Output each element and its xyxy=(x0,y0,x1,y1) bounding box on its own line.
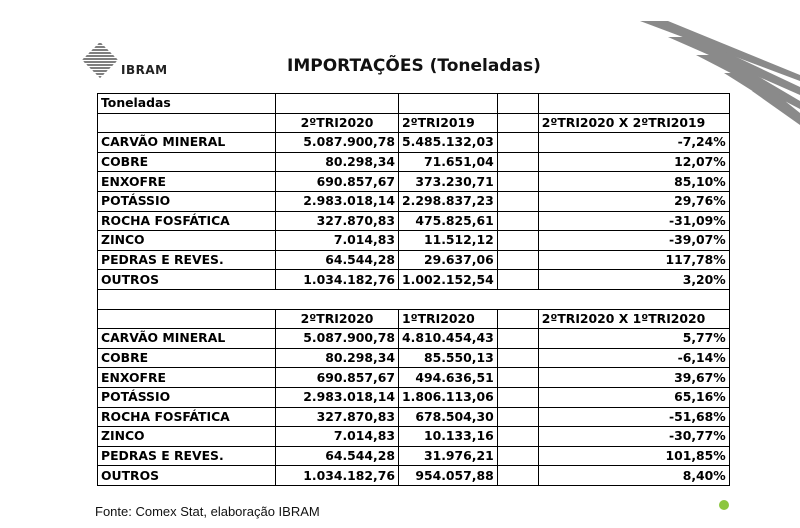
table-row xyxy=(98,133,730,153)
value-cell: 690.857,67 xyxy=(276,172,399,192)
percent-cell: 29,76% xyxy=(538,191,729,211)
value-cell: 11.512,12 xyxy=(399,231,498,251)
value-cell: 71.651,04 xyxy=(399,152,498,172)
column-header: 1ºTRI2020 xyxy=(399,309,498,329)
value-cell: 954.057,88 xyxy=(399,466,498,486)
imports-table xyxy=(97,93,730,486)
section-header-row xyxy=(98,113,730,133)
percent-cell: 117,78% xyxy=(538,250,729,270)
row-label: PEDRAS E REVES. xyxy=(98,446,276,466)
percent-cell: 12,07% xyxy=(538,152,729,172)
value-cell: 1.034.182,76 xyxy=(276,466,399,486)
percent-cell: 65,16% xyxy=(538,387,729,407)
value-cell: 1.034.182,76 xyxy=(276,270,399,290)
table-row xyxy=(98,427,730,447)
table-row xyxy=(98,329,730,349)
table-row xyxy=(98,348,730,368)
percent-cell: 39,67% xyxy=(538,368,729,388)
page-title: IMPORTAÇÕES (Toneladas) xyxy=(287,56,541,76)
table-row xyxy=(98,250,730,270)
percent-cell: 3,20% xyxy=(538,270,729,290)
value-cell: 7.014,83 xyxy=(276,231,399,251)
percent-cell: -6,14% xyxy=(538,348,729,368)
row-label: ZINCO xyxy=(98,231,276,251)
value-cell: 327.870,83 xyxy=(276,211,399,231)
row-label: OUTROS xyxy=(98,466,276,486)
value-cell: 2.983.018,14 xyxy=(276,191,399,211)
value-cell: 690.857,67 xyxy=(276,368,399,388)
row-label: ROCHA FOSFÁTICA xyxy=(98,407,276,427)
ibram-logo-icon xyxy=(80,40,120,80)
value-cell: 678.504,30 xyxy=(399,407,498,427)
row-label: COBRE xyxy=(98,348,276,368)
value-cell: 31.976,21 xyxy=(399,446,498,466)
value-cell: 2.983.018,14 xyxy=(276,387,399,407)
value-cell: 1.806.113,06 xyxy=(399,387,498,407)
value-cell: 1.002.152,54 xyxy=(399,270,498,290)
table-row xyxy=(98,191,730,211)
table-row xyxy=(98,270,730,290)
value-cell: 29.637,06 xyxy=(399,250,498,270)
logo-text: IBRAM xyxy=(121,63,168,77)
value-cell: 494.636,51 xyxy=(399,368,498,388)
value-cell: 2.298.837,23 xyxy=(399,191,498,211)
table-row xyxy=(98,466,730,486)
percent-cell: 85,10% xyxy=(538,172,729,192)
table-unit-row xyxy=(98,94,730,114)
column-header: 2ºTRI2020 X 2ºTRI2019 xyxy=(538,113,729,133)
percent-cell: 8,40% xyxy=(538,466,729,486)
value-cell: 373.230,71 xyxy=(399,172,498,192)
column-header: 2ºTRI2019 xyxy=(399,113,498,133)
spacer-row xyxy=(98,289,730,309)
column-header: 2ºTRI2020 X 1ºTRI2020 xyxy=(538,309,729,329)
value-cell: 80.298,34 xyxy=(276,152,399,172)
percent-cell: -31,09% xyxy=(538,211,729,231)
percent-cell: 101,85% xyxy=(538,446,729,466)
value-cell: 5.485.132,03 xyxy=(399,133,498,153)
row-label: PEDRAS E REVES. xyxy=(98,250,276,270)
value-cell: 5.087.900,78 xyxy=(276,133,399,153)
column-header: 2ºTRI2020 xyxy=(276,309,399,329)
source-note: Fonte: Comex Stat, elaboração IBRAM xyxy=(95,504,320,519)
ibram-logo xyxy=(80,40,190,84)
row-label: CARVÃO MINERAL xyxy=(98,329,276,349)
column-header: 2ºTRI2020 xyxy=(276,113,399,133)
percent-cell: -39,07% xyxy=(538,231,729,251)
value-cell: 4.810.454,43 xyxy=(399,329,498,349)
row-label: ZINCO xyxy=(98,427,276,447)
table-row xyxy=(98,231,730,251)
value-cell: 10.133,16 xyxy=(399,427,498,447)
table-row xyxy=(98,446,730,466)
table-row xyxy=(98,211,730,231)
row-label: OUTROS xyxy=(98,270,276,290)
value-cell: 5.087.900,78 xyxy=(276,329,399,349)
row-label: POTÁSSIO xyxy=(98,191,276,211)
row-label: POTÁSSIO xyxy=(98,387,276,407)
table-row xyxy=(98,172,730,192)
value-cell: 80.298,34 xyxy=(276,348,399,368)
value-cell: 64.544,28 xyxy=(276,250,399,270)
table-row xyxy=(98,152,730,172)
row-label: CARVÃO MINERAL xyxy=(98,133,276,153)
table-row xyxy=(98,387,730,407)
value-cell: 327.870,83 xyxy=(276,407,399,427)
value-cell: 85.550,13 xyxy=(399,348,498,368)
table-row xyxy=(98,368,730,388)
value-cell: 7.014,83 xyxy=(276,427,399,447)
value-cell: 64.544,28 xyxy=(276,446,399,466)
section-header-row xyxy=(98,309,730,329)
unit-label: Toneladas xyxy=(98,94,276,114)
green-dot-decoration xyxy=(719,500,729,510)
table-row xyxy=(98,407,730,427)
row-label: ENXOFRE xyxy=(98,368,276,388)
row-label: ENXOFRE xyxy=(98,172,276,192)
percent-cell: 5,77% xyxy=(538,329,729,349)
value-cell: 475.825,61 xyxy=(399,211,498,231)
percent-cell: -30,77% xyxy=(538,427,729,447)
row-label: COBRE xyxy=(98,152,276,172)
percent-cell: -7,24% xyxy=(538,133,729,153)
percent-cell: -51,68% xyxy=(538,407,729,427)
row-label: ROCHA FOSFÁTICA xyxy=(98,211,276,231)
